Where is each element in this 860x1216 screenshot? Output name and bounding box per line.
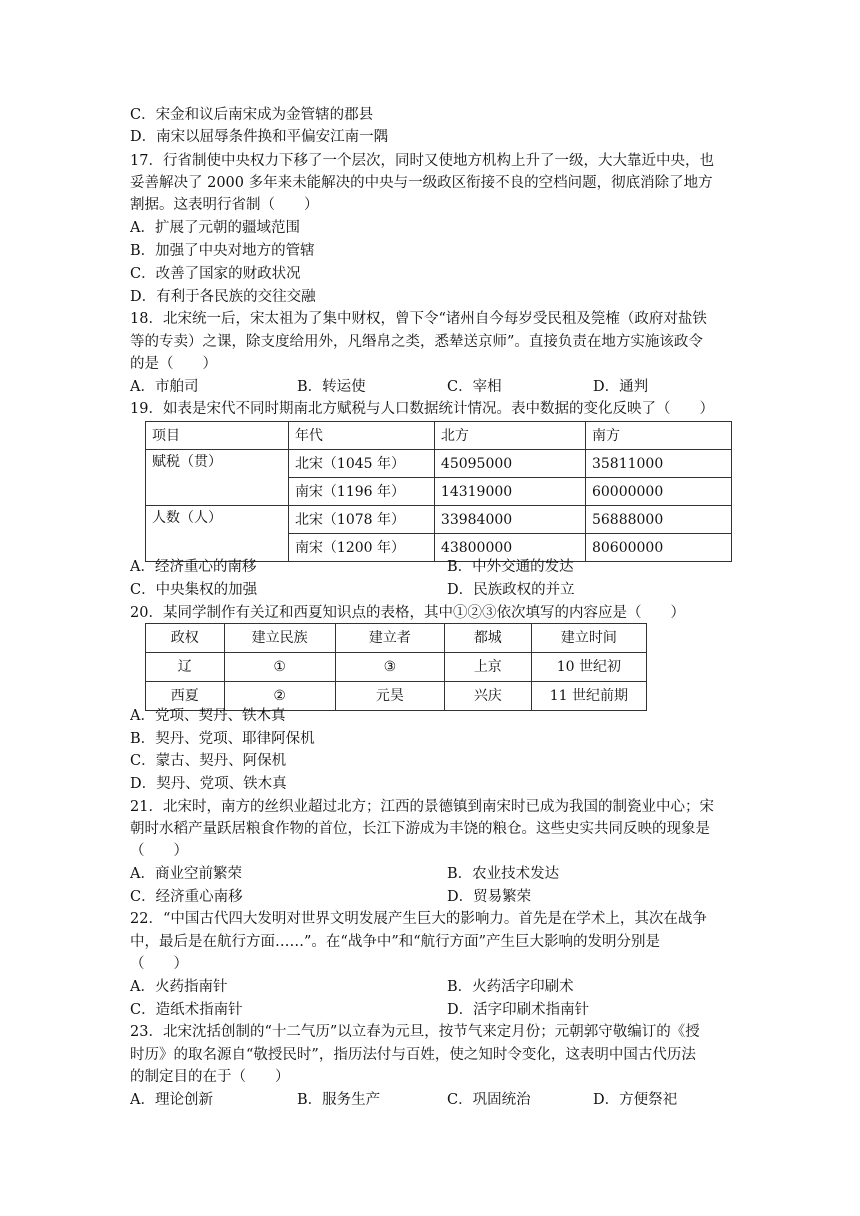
q19-option-b: B．中外交通的发达 [447,559,574,575]
q23-option-c: C．巩固统治 [447,1092,531,1108]
q21-stem-line-1: 21．北宋时，南方的丝织业超过北方；江西的景德镇到南宋时已成为我国的制瓷业中心；宋 [130,799,714,815]
q20-option-b: B．契丹、党项、耶律阿保机 [130,731,315,747]
q21-stem-line-3: （ ） [130,843,188,859]
header-period: 年代 [288,422,434,450]
cell-south: 80600000 [585,534,731,562]
header-founder: 建立者 [335,624,444,653]
table-row [146,450,732,478]
q21-option-b: B．农业技术发达 [447,866,560,882]
q23-stem-line-1: 23．北宋沈括创制的“十二气历”以立春为元旦，按节气来定月份；元朝郭守敬编订的《授 [130,1024,700,1040]
q18-option-a: A．市舶司 [130,379,199,395]
q18-option-b: B．转运使 [297,379,366,395]
q23-option-d: D．方便祭祀 [593,1092,678,1108]
q19-option-d: D．民族政权的并立 [447,582,575,598]
q17-stem-line-2: 妥善解决了 2000 多年来未能解决的中央与一级政区衔接不良的空档问题，彻底消除了地方 [130,175,713,191]
q19-data-table [145,421,732,562]
header-item: 项目 [146,422,289,450]
q21-option-c: C．经济重心南移 [130,889,243,905]
q23-stem-line-3: 的制定目的在于（ ） [130,1069,290,1085]
row-item-tax: 赋税（贯） [146,450,289,506]
q21-option-a: A．商业空前繁荣 [130,866,242,882]
cell-capital: 上京 [444,653,531,682]
cell-capital: 兴庆 [444,682,531,711]
q18-stem-line-3: 的是（ ） [130,356,217,372]
q20-stem: 20．某同学制作有关辽和西夏知识点的表格，其中①②③依次填写的内容应是（ ） [130,605,685,621]
cell-period: 北宋（1045 年） [288,450,434,478]
cell-founding-time: 10 世纪初 [531,653,646,682]
table-header-row [146,422,732,450]
q23-option-b: B．服务生产 [297,1092,381,1108]
q18-stem-line-1: 18．北宋统一后，宋太祖为了集中财权，曾下令“诸州自今每岁受民租及筦榷（政府对盐铁 [130,311,707,327]
cell-founding-time: 11 世纪前期 [531,682,646,711]
header-ethnic-group: 建立民族 [224,624,335,653]
q20-option-d: D．契丹、党项、铁木真 [130,776,287,792]
header-capital: 都城 [444,624,531,653]
cell-south: 35811000 [585,450,731,478]
cell-north: 33984000 [434,506,585,534]
header-south: 南方 [585,422,731,450]
cell-ethnic-group: ① [224,653,335,682]
cell-period: 北宋（1078 年） [288,506,434,534]
cell-south: 60000000 [585,478,731,506]
q16-option-c: C．宋金和议后南宋成为金管辖的郡县 [130,107,374,123]
q22-option-b: B．火药活字印刷术 [447,979,574,995]
cell-south: 56888000 [585,506,731,534]
q19-option-a: A．经济重心的南移 [130,559,257,575]
row-item-population: 人数（人） [146,506,289,562]
q16-option-d: D．南宋以屈辱条件换和平偏安江南一隅 [130,129,389,145]
cell-period: 南宋（1200 年） [288,534,434,562]
q17-stem-line-1: 17．行省制使中央权力下移了一个层次，同时又使地方机构上升了一级，大大靠近中央，也 [130,153,714,169]
table-header-row [146,624,647,653]
cell-founder: ③ [335,653,444,682]
cell-ethnic-group: ② [224,682,335,711]
q20-option-a: A．党项、契丹、铁木真 [130,708,286,724]
q19-stem: 19．如表是宋代不同时期南北方赋税与人口数据统计情况。表中数据的变化反映了（ ） [130,401,714,417]
cell-north: 14319000 [434,478,585,506]
q17-option-d: D．有利于各民族的交往交融 [130,289,316,305]
header-north: 北方 [434,422,585,450]
q17-option-b: B．加强了中央对地方的管辖 [130,243,315,259]
q23-stem-line-2: 时历》的取名源自“敬授民时”，指历法付与百姓，使之知时令变化，这表明中国古代历法 [130,1047,696,1063]
q17-stem-line-3: 割据。这表明行省制（ ） [130,197,319,213]
cell-period: 南宋（1196 年） [288,478,434,506]
q21-option-d: D．贸易繁荣 [447,889,532,905]
cell-founder: 元昊 [335,682,444,711]
q19-option-c: C．中央集权的加强 [130,582,258,598]
q22-option-a: A．火药指南针 [130,979,228,995]
q22-option-d: D．活字印刷术指南针 [447,1002,590,1018]
q18-option-c: C．宰相 [447,379,502,395]
cell-north: 45095000 [434,450,585,478]
table-row [146,653,647,682]
q22-stem-line-1: 22．“中国古代四大发明对世界文明发展产生巨大的影响力。首先是在学术上，其次在战争 [130,911,707,927]
q17-option-a: A．扩展了元朝的疆域范围 [130,220,300,236]
header-founding-time: 建立时间 [531,624,646,653]
q21-stem-line-2: 朝时水稻产量跃居粮食作物的首位，长江下游成为丰饶的粮仓。这些史实共同反映的现象是 [130,821,710,837]
q23-option-a: A．理论创新 [130,1092,213,1108]
table-row [146,506,732,534]
cell-north: 43800000 [434,534,585,562]
q18-option-d: D．通判 [593,379,649,395]
cell-regime: 西夏 [146,682,225,711]
q22-stem-line-2: 中，最后是在航行方面……”。在“战争中”和“航行方面”产生巨大影响的发明分别是 [130,934,661,950]
q22-stem-line-3: （ ） [130,956,188,972]
cell-regime: 辽 [146,653,225,682]
q22-option-c: C．造纸术指南针 [130,1002,243,1018]
header-regime: 政权 [146,624,225,653]
q20-data-table [145,623,647,711]
q17-option-c: C．改善了国家的财政状况 [130,266,301,282]
q20-option-c: C．蒙古、契丹、阿保机 [130,753,287,769]
q18-stem-line-2: 等的专卖）之课，除支度给用外，凡缗帛之类，悉辇送京师”。直接负责在地方实施该政令 [130,334,703,350]
